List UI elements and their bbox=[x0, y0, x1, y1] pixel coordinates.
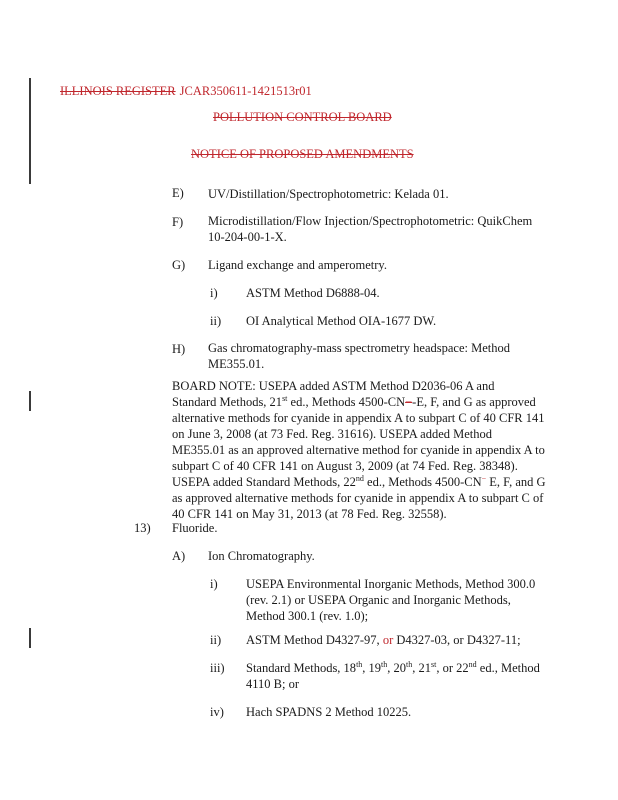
change-bar-middle bbox=[29, 391, 31, 411]
board-note-line-1: BOARD NOTE: USEPA added ASTM Method D2036-06 A and bbox=[172, 379, 495, 393]
item-a-iii-line1: Standard Methods, 18th, 19th, 20th, 21st, or 22nd ed., Method bbox=[246, 659, 540, 675]
board-note-line-4: on June 3, 2008 (at 73 Fed. Reg. 31616). USEPA added Method bbox=[172, 427, 493, 441]
board-note-line-7: USEPA added Standard Methods, 22nd ed., Methods 4500-CN− E, F, and G bbox=[172, 473, 546, 489]
item-g-label: G) bbox=[172, 258, 186, 272]
notice-title-struck: NOTICE OF PROPOSED AMENDMENTS bbox=[191, 147, 414, 161]
item-a-i-line3: Method 300.1 (rev. 1.0); bbox=[246, 609, 369, 623]
item-g-text: Ligand exchange and amperometry. bbox=[208, 258, 387, 272]
item-a-ii-text: ASTM Method D4327-97, or D4327-03, or D4327-11; bbox=[246, 633, 521, 647]
item-a-i-label: i) bbox=[210, 577, 218, 591]
item-h-label: H) bbox=[172, 342, 186, 356]
item-e-label: E) bbox=[172, 186, 184, 200]
section-13-number: 13) bbox=[134, 521, 151, 535]
change-bar-top bbox=[29, 78, 31, 184]
board-note-line-9: 40 CFR 141 on May 31, 2013 (at 78 Fed. Reg. 32558). bbox=[172, 507, 447, 521]
register-title-struck: ILLINOIS REGISTER bbox=[60, 84, 176, 98]
board-note-line-5: ME355.01 as an approved alternative method for cyanide in appendix A to bbox=[172, 443, 545, 457]
board-note bbox=[172, 378, 552, 522]
item-h-line2: ME355.01. bbox=[208, 357, 265, 371]
section-13-title: Fluoride. bbox=[172, 521, 218, 535]
item-a-i-line2: (rev. 2.1) or USEPA Organic and Inorganic Methods, bbox=[246, 593, 511, 607]
item-a-ii-label: ii) bbox=[210, 633, 222, 647]
item-f-line1: Microdistillation/Flow Injection/Spectrophotometric: QuikChem bbox=[208, 214, 533, 228]
item-g-i-label: i) bbox=[210, 286, 218, 300]
board-note-line-6: subpart C of 40 CFR 141 on August 3, 2009 (at 74 Fed. Reg. 38348). bbox=[172, 459, 518, 473]
change-bar-lower bbox=[29, 628, 31, 648]
board-note-line-3: alternative methods for cyanide in appendix A to subpart C of 40 CFR 141 bbox=[172, 411, 545, 425]
item-g-ii-label: ii) bbox=[210, 314, 222, 328]
item-f-line2: 10-204-00-1-X. bbox=[208, 230, 287, 244]
item-g-ii-text: OI Analytical Method OIA-1677 DW. bbox=[246, 314, 437, 328]
item-a-iv-label: iv) bbox=[210, 705, 224, 719]
item-g-i-text: ASTM Method D6888-04. bbox=[246, 286, 380, 300]
item-f-label: F) bbox=[172, 215, 184, 229]
item-a-text: Ion Chromatography. bbox=[208, 549, 315, 563]
item-h-line1: Gas chromatography-mass spectrometry headspace: Method bbox=[208, 341, 510, 355]
item-a-iii-label: iii) bbox=[210, 661, 225, 675]
register-code: JCAR350611-1421513r01 bbox=[179, 84, 312, 98]
item-a-label: A) bbox=[172, 549, 186, 563]
item-a-iii-line2: 4110 B; or bbox=[246, 677, 300, 691]
board-note-line-8: as approved alternative methods for cyanide in appendix A to subpart C of bbox=[172, 491, 544, 505]
board-title-struck: POLLUTION CONTROL BOARD bbox=[213, 110, 392, 124]
item-e-text: UV/Distillation/Spectrophotometric: Kelada 01. bbox=[208, 187, 449, 201]
board-note-line-2: Standard Methods, 21st ed., Methods 4500-CN−-E, F, and G as approved bbox=[172, 393, 536, 409]
item-a-iv-text: Hach SPADNS 2 Method 10225. bbox=[246, 705, 412, 719]
register-header bbox=[60, 84, 312, 99]
item-a-i-line1: USEPA Environmental Inorganic Methods, Method 300.0 bbox=[246, 577, 536, 591]
